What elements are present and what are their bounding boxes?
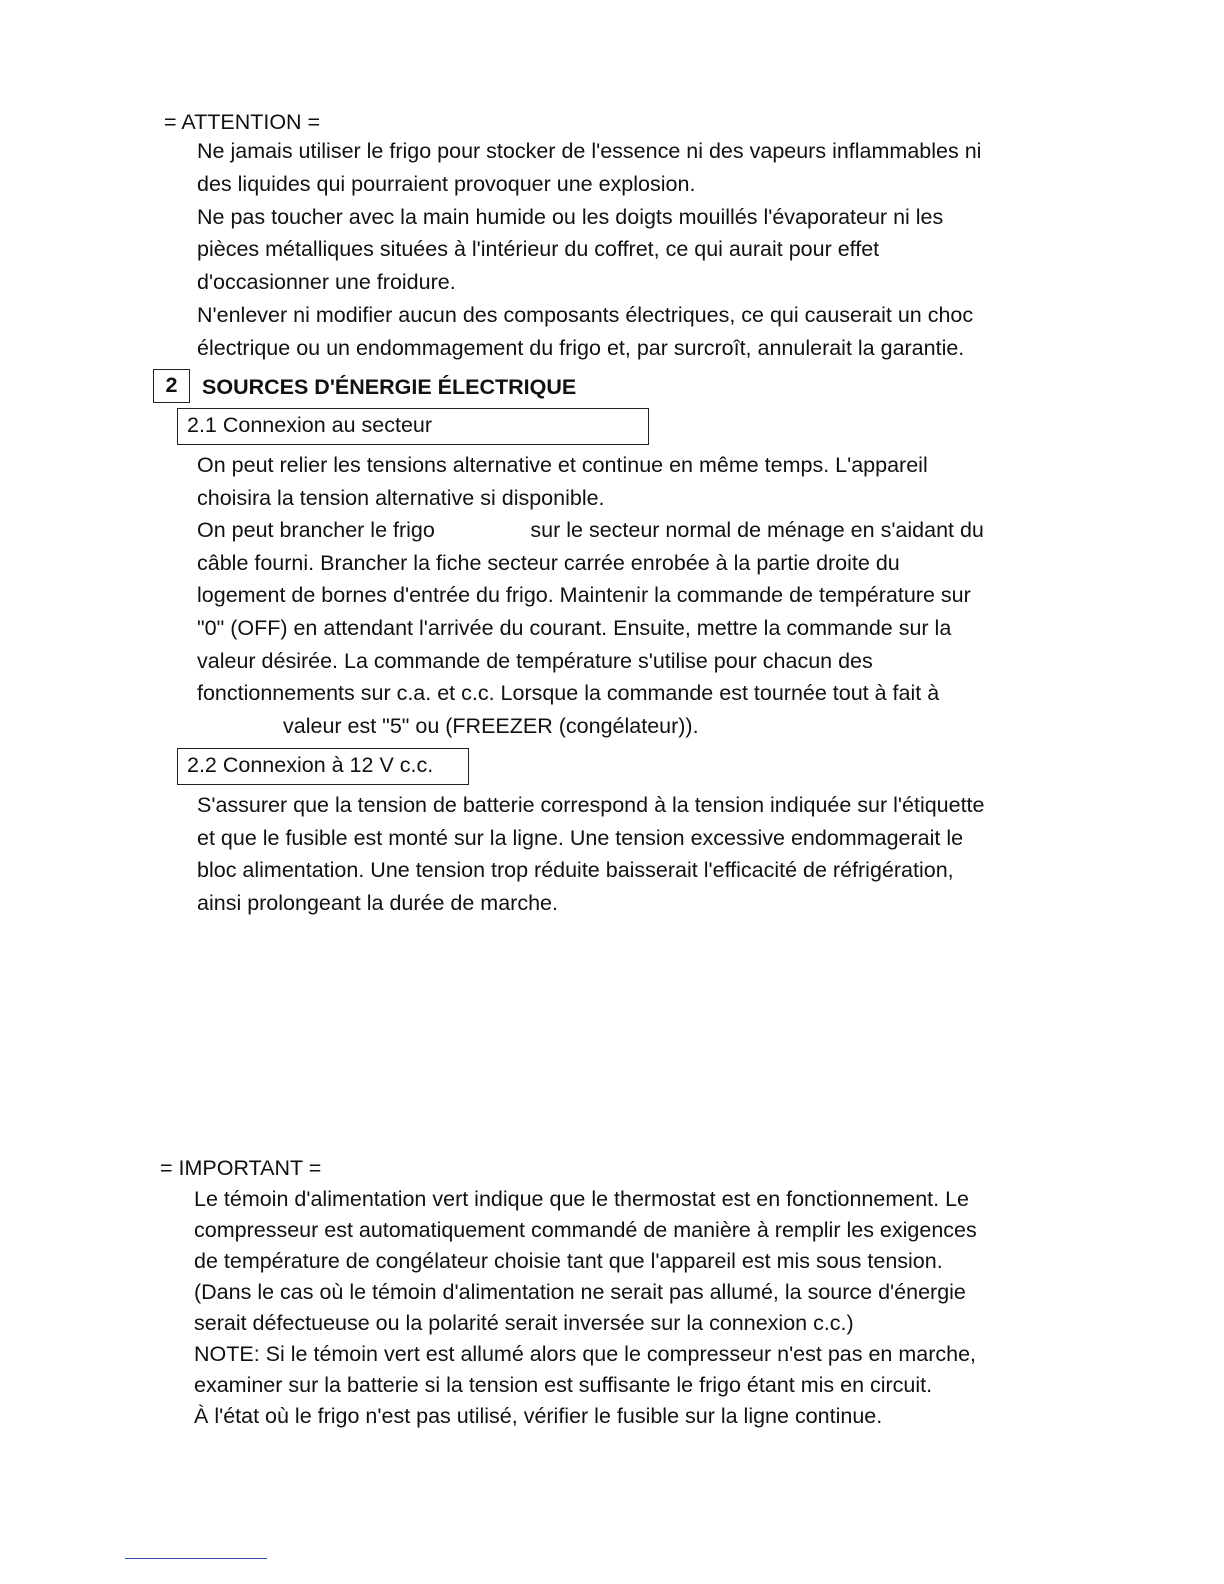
footnote-separator <box>125 1558 267 1559</box>
important-line: NOTE: Si le témoin vert est allumé alors que le compresseur n'est pas en marche, <box>194 1342 977 1366</box>
sub1-line: fonctionnements sur c.a. et c.c. Lorsque la commande est tournée tout à fait à <box>197 681 940 705</box>
sub1-line: câble fourni. Brancher la fiche secteur carrée enrobée à la partie droite du <box>197 551 900 575</box>
sub2-line: et que le fusible est monté sur la ligne. Une tension excessive endommagerait le <box>197 826 964 850</box>
sub1-line: valeur est "5" ou (FREEZER (congélateur)). <box>283 714 699 738</box>
attention-line: pièces métalliques situées à l'intérieur du coffret, ce qui aurait pour effet <box>197 237 880 261</box>
sub1-line: "0" (OFF) en attendant l'arrivée du courant. Ensuite, mettre la commande sur la <box>197 616 952 640</box>
important-line: (Dans le cas où le témoin d'alimentation ne serait pas allumé, la source d'énergie <box>194 1280 966 1304</box>
important-line: À l'état où le frigo n'est pas utilisé, vérifier le fusible sur la ligne continue. <box>194 1404 883 1428</box>
sub1-line: choisira la tension alternative si disponible. <box>197 486 605 510</box>
subsection-2-1-title: 2.1 Connexion au secteur <box>177 408 649 445</box>
section-title: SOURCES D'ÉNERGIE ÉLECTRIQUE <box>202 375 577 399</box>
sub1-line: On peut brancher le frigo sur le secteur normal de ménage en s'aidant du <box>197 518 984 542</box>
sub2-line: ainsi prolongeant la durée de marche. <box>197 891 558 915</box>
attention-line: Ne jamais utiliser le frigo pour stocker de l'essence ni des vapeurs inflammables ni <box>197 139 982 163</box>
sub1-line: logement de bornes d'entrée du frigo. Maintenir la commande de température sur <box>197 583 971 607</box>
attention-line: Ne pas toucher avec la main humide ou les doigts mouillés l'évaporateur ni les <box>197 205 944 229</box>
sub1-line: On peut relier les tensions alternative et continue en même temps. L'appareil <box>197 453 928 477</box>
important-line: compresseur est automatiquement commandé de manière à remplir les exigences <box>194 1218 977 1242</box>
important-heading: = IMPORTANT = <box>160 1156 322 1180</box>
attention-line: électrique ou un endommagement du frigo et, par surcroît, annulerait la garantie. <box>197 336 965 360</box>
sub2-line: bloc alimentation. Une tension trop réduite baisserait l'efficacité de réfrigération, <box>197 858 954 882</box>
sub2-line: S'assurer que la tension de batterie correspond à la tension indiquée sur l'étiquette <box>197 793 985 817</box>
sub1-line: valeur désirée. La commande de température s'utilise pour chacun des <box>197 649 873 673</box>
subsection-2-2-title: 2.2 Connexion à 12 V c.c. <box>177 748 469 785</box>
attention-line: d'occasionner une froidure. <box>197 270 456 294</box>
attention-heading: = ATTENTION = <box>164 110 321 134</box>
important-line: examiner sur la batterie si la tension est suffisante le frigo étant mis en circuit. <box>194 1373 933 1397</box>
important-line: de température de congélateur choisie tant que l'appareil est mis sous tension. <box>194 1249 943 1273</box>
important-line: Le témoin d'alimentation vert indique que le thermostat est en fonctionnement. Le <box>194 1187 969 1211</box>
attention-line: des liquides qui pourraient provoquer une explosion. <box>197 172 696 196</box>
important-line: serait défectueuse ou la polarité serait inversée sur la connexion c.c.) <box>194 1311 854 1335</box>
attention-line: N'enlever ni modifier aucun des composants électriques, ce qui causerait un choc <box>197 303 974 327</box>
section-number-box: 2 <box>153 369 190 403</box>
